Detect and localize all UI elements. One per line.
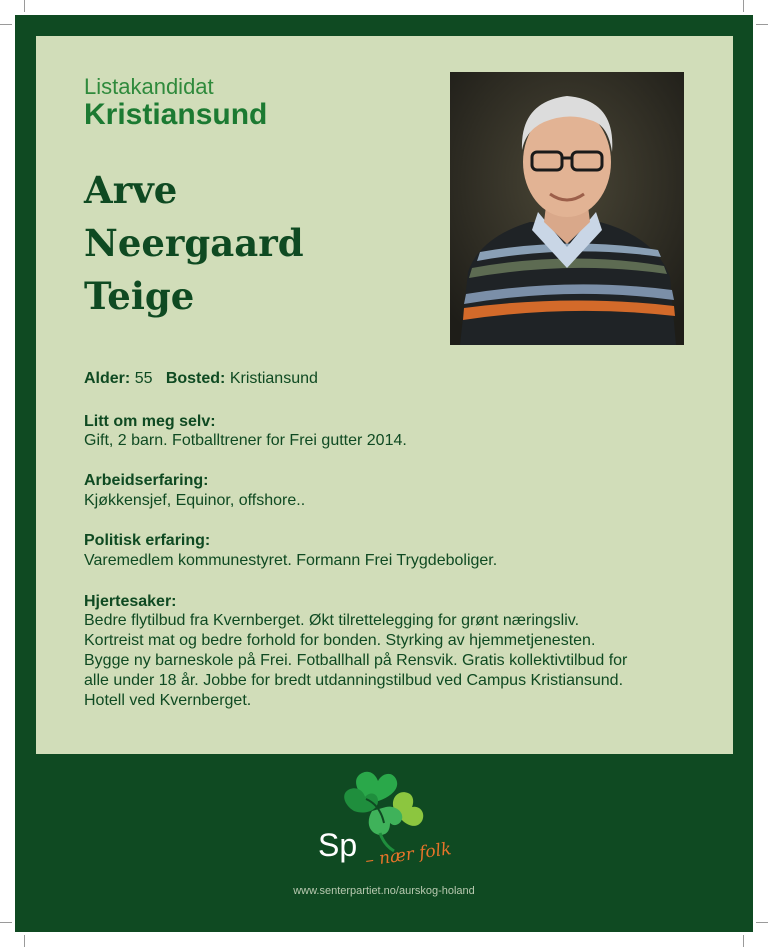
city-title: Kristiansund (84, 98, 268, 131)
causes-text-line-4: alle under 18 år. Jobbe for bredt utdanningstilbud ved Campus Kristiansund. (84, 672, 624, 689)
residence-value: Kristiansund (229, 370, 318, 387)
politics-heading: Politisk erfaring: (84, 532, 211, 549)
age-residence-line (84, 369, 318, 388)
candidate-name-line-2: Neergaard (84, 221, 304, 265)
politics-text: Varemedlem kommunestyret. Formann Frei Trygdeboliger. (84, 552, 498, 569)
slogan: – nær folk (364, 839, 453, 871)
website-url: www.senterpartiet.no/aurskog-holand (293, 885, 475, 897)
age-value: 55 (134, 370, 153, 387)
about-text: Gift, 2 barn. Fotballtrener for Frei gutter 2014. (84, 432, 407, 449)
causes-text-line-1: Bedre flytilbud fra Kvernberget. Økt tilrettelegging for grønt næringsliv. (84, 612, 580, 629)
causes-heading: Hjertesaker: (84, 593, 177, 610)
candidate-name-line-3: Teige (84, 274, 195, 318)
logo-text: Sp (318, 827, 358, 863)
crop-mark (24, 0, 25, 12)
crop-mark (24, 935, 25, 947)
candidate-name-line-1: Arve (84, 168, 178, 212)
crop-mark (743, 0, 744, 12)
crop-mark (743, 935, 744, 947)
crop-mark (0, 24, 12, 25)
age-label: Alder: (84, 370, 131, 387)
crop-mark (756, 24, 768, 25)
work-heading: Arbeidserfaring: (84, 472, 209, 489)
causes-text-line-5: Hotell ved Kvernberget. (84, 692, 252, 709)
party-logo (310, 765, 460, 880)
causes-text-line-3: Bygge ny barneskole på Frei. Fotballhall på Rensvik. Gratis kollektivtilbud for (84, 652, 628, 669)
about-heading: Litt om meg selv: (84, 413, 216, 430)
residence-label: Bosted: (165, 370, 226, 387)
work-text: Kjøkkensjef, Equinor, offshore.. (84, 492, 306, 509)
portrait-illustration (450, 72, 684, 345)
crop-mark (756, 922, 768, 923)
causes-text-line-2: Kortreist mat og bedre forhold for bonden. Styrking av hjemmetjenesten. (84, 632, 596, 649)
candidate-photo (450, 72, 684, 345)
subtitle: Listakandidat (84, 74, 214, 99)
crop-mark (0, 922, 12, 923)
